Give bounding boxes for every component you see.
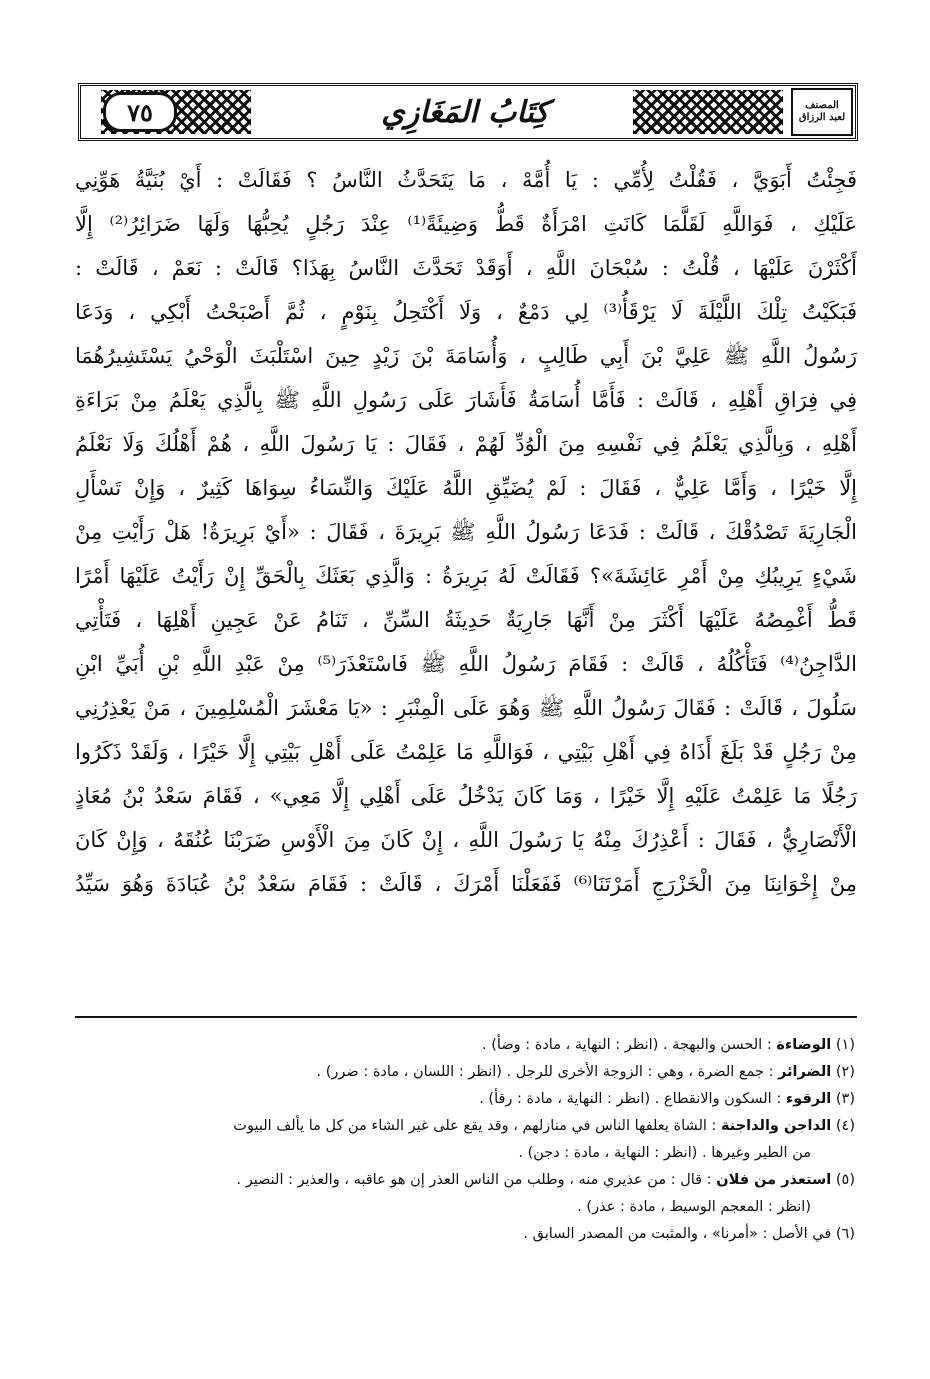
text-line: قَطُّ أَغْمِصُهُ عَلَيْهَا أَكْثَرَ مِنْ أَنَّهَا جَارِيَةٌ حَدِيثَةُ السِّنِّ ، تَنَامُ عَنْ عَجِينِ أَهْلِهَا ، فَتَأْتِي	[75, 608, 857, 632]
text-line: مِنْ إِخْوَانِنَا مِنَ الْخَزْرَجِ أَمَرْتَنَا⁽⁶⁾ فَفَعَلْنَا أَمْرَكَ ، قَالَتْ : فَقَامَ سَعْدُ بْنُ عُبَادَةَ وَهُوَ سَيِّدُ	[75, 872, 857, 896]
footnote-number: (٦)	[835, 1226, 855, 1242]
text-line: رَسُولُ اللَّهِ ﷺ عَلِيَّ بْنَ أَبِي طَالِبٍ ، وَأُسَامَةَ بْنَ زَيْدٍ حِينَ اسْتَلْبَثَ الْوَحْيُ يَسْتَشِيرُهُمَا	[75, 344, 857, 368]
footnote-text: : قال : من عذيري منه ، وطلب من الناس العذر إن هو عاقبه ، والعذير : النصير .	[236, 1172, 712, 1188]
text-line: إِلَّا خَيْرًا ، وَأَمَّا عَلِيٌّ ، فَقَالَ : لَمْ يُضَيِّقِ اللَّهُ عَلَيْكَ وَالنِّسَاءُ سِوَاهَا كَثِيرٌ ، وَإِنْ تَسْأَلِ	[75, 476, 857, 500]
footnote-5-continued	[75, 1194, 855, 1221]
footnote-2	[75, 1059, 855, 1086]
page-number: ٧٥	[103, 92, 177, 132]
footnote-4-continued	[75, 1140, 855, 1167]
footnotes	[75, 1032, 855, 1248]
footnote-number: (٤)	[835, 1118, 855, 1134]
footnote-text: : السكون والانقطاع . (انظر : النهاية ، مادة : رقأ) .	[479, 1091, 782, 1107]
text-line: أَكْثَرْنَ عَلَيْهَا ، قُلْتُ : سُبْحَانَ اللَّهِ ، أَوَقَدْ تَحَدَّثَ النَّاسُ بِهَذَا؟ قَالَتْ : نَعَمْ ، قَالَتْ :	[75, 256, 857, 280]
footnote-text: في الأصل : «أمرنا» ، والمثبت من المصدر السابق .	[523, 1226, 832, 1242]
text-line: فَجِئْتُ أَبَوَيَّ ، فَقُلْتُ لِأُمِّي : يَا أُمَّهْ ، مَا يَتَحَدَّثُ النَّاسُ ؟ فَقَالَتْ : أَيْ بُنَيَّةُ هَوِّنِي	[75, 168, 857, 192]
footnote-term: الضرائر	[778, 1064, 832, 1080]
header-ornament-right	[633, 90, 783, 134]
footnote-term: استعذر من فلان	[716, 1172, 832, 1188]
footnote-6	[75, 1221, 855, 1248]
footnote-1	[75, 1032, 855, 1059]
seal-line-1: المصنف	[805, 100, 839, 111]
footnote-number: (٥)	[835, 1172, 855, 1188]
seal-line-2: لعبد الرزاق	[798, 112, 846, 123]
footnote-text: : جمع الضرة ، وهي : الزوجة الأخرى للرجل . (انظر : اللسان ، مادة : ضرر) .	[316, 1064, 774, 1080]
book-seal-logo	[791, 88, 853, 136]
footnote-number: (١)	[835, 1037, 855, 1053]
footnote-term: الداجن والداجنة	[721, 1118, 832, 1134]
text-line: الدَّاجِنُ⁽⁴⁾ فَتَأْكُلُهُ ، قَالَتْ : فَقَامَ رَسُولُ اللَّهِ ﷺ فَاسْتَعْذَرَ⁽⁵⁾ مِنْ عَبْدِ اللَّهِ بْنِ أُبَيِّ ابْنِ	[75, 652, 857, 676]
footnote-number: (٢)	[835, 1064, 855, 1080]
text-line: الْأَنْصَارِيُّ ، فَقَالَ : أَعْذِرُكَ مِنْهُ يَا رَسُولَ اللَّهِ ، إِنْ كَانَ مِنَ الْأَوْسِ ضَرَبْنَا عُنُقَهُ ، وَإِنْ كَانَ	[75, 828, 857, 852]
footnote-text: (انظر : المعجم الوسيط ، مادة : عذر) .	[577, 1199, 811, 1215]
text-line: رَجُلًا مَا عَلِمْتُ عَلَيْهِ إِلَّا خَيْرًا ، وَمَا كَانَ يَدْخُلُ عَلَى أَهْلِي إِلَّا مَعِي» ، فَقَامَ سَعْدُ بْنُ مُعَاذٍ	[75, 784, 857, 808]
footnote-4	[75, 1113, 855, 1140]
footnote-text: : الحسن والبهجة . (انظر : النهاية ، مادة : وضأ) .	[482, 1037, 772, 1053]
text-line: الْجَارِيَةَ تَصْدُقْكَ ، قَالَتْ : فَدَعَا رَسُولُ اللَّهِ ﷺ بَرِيرَةَ ، فَقَالَ : «أَيْ بَرِيرَةُ! هَلْ رَأَيْتِ مِنْ	[75, 520, 857, 544]
text-line: سَلُولَ ، قَالَتْ : فَقَالَ رَسُولُ اللَّهِ ﷺ وَهُوَ عَلَى الْمِنْبَرِ : «يَا مَعْشَرَ الْمُسْلِمِينَ ، مَنْ يَعْذِرُنِي	[75, 696, 857, 720]
text-line: أَهْلِهِ ، وَبِالَّذِي يَعْلَمُ فِي نَفْسِهِ مِنَ الْوُدِّ لَهُمْ ، فَقَالَ : يَا رَسُولَ اللَّهِ ، هُمْ أَهْلُكَ وَلَا نَعْلَمُ	[75, 432, 857, 456]
footnote-number: (٣)	[835, 1091, 855, 1107]
footnote-divider	[75, 1016, 857, 1018]
footnote-3	[75, 1086, 855, 1113]
footnote-text: : الشاة يعلفها الناس في منازلهم ، وقد يقع على غير الشاء من كل ما يألف البيوت	[233, 1118, 717, 1134]
text-line: شَيْءٍ يَرِيبُكِ مِنْ أَمْرِ عَائِشَةَ»؟ فَقَالَتْ لَهُ بَرِيرَةُ : وَالَّذِي بَعَثَكَ بِالْحَقِّ إِنْ رَأَيْتُ عَلَيْهَا أَمْرًا	[75, 564, 857, 588]
footnote-term: الرقوء	[785, 1091, 832, 1107]
footnote-term: الوضاءة	[776, 1037, 832, 1053]
text-line: عَلَيْكِ ، فَوَاللَّهِ لَقَلَّمَا كَانَتِ امْرَأَةٌ قَطُّ وَضِيئَةً⁽¹⁾ عِنْدَ رَجُلٍ يُحِبُّهَا وَلَهَا ضَرَائِرُ⁽²⁾ إِلَّا	[75, 212, 857, 236]
chapter-title: كِتَابُ المَغَازِي	[335, 88, 595, 136]
footnote-text: من الطير وغيرها . (انظر : النهاية ، مادة : دجن) .	[518, 1145, 811, 1161]
main-text	[75, 158, 857, 906]
text-line: مِنْ رَجُلٍ قَدْ بَلَغَ أَذَاهُ فِي أَهْلِ بَيْتِي ، فَوَاللَّهِ مَا عَلِمْتُ عَلَى أَهْلِ بَيْتِي إِلَّا خَيْرًا ، وَلَقَدْ ذَكَرُوا	[75, 740, 857, 764]
text-line: فَبَكَيْتُ تِلْكَ اللَّيْلَةَ لَا يَرْقَأُ⁽³⁾ لِي دَمْعٌ ، وَلَا أَكْتَحِلُ بِنَوْمٍ ، ثُمَّ أَصْبَحْتُ أَبْكِي ، وَدَعَا	[75, 300, 857, 324]
footnote-5	[75, 1167, 855, 1194]
text-line: فِي فِرَاقِ أَهْلِهِ ، قَالَتْ : فَأَمَّا أُسَامَةُ فَأَشَارَ عَلَى رَسُولِ اللَّهِ ﷺ بِالَّذِي يَعْلَمُ مِنْ بَرَاءَةِ	[75, 388, 857, 412]
